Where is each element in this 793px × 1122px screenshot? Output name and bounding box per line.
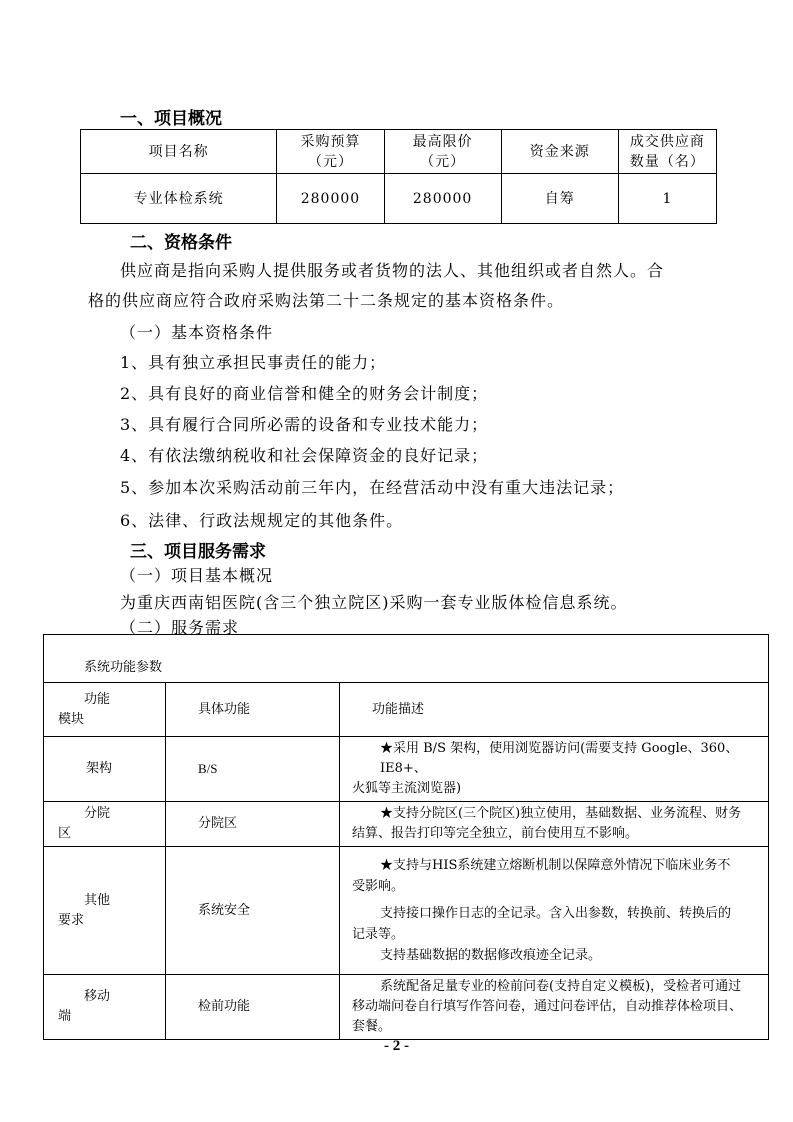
list-item: 1、具有独立承担民事责任的能力； [120,353,387,372]
table-header-row [44,683,769,737]
table-row [44,737,769,802]
cell-max-price: 280000 [384,174,501,224]
header-function: 具体功能 [166,683,340,737]
cell-description: 系统配备足量专业的检前问卷(支持自定义模板)，受检者可通过 移动端问卷自行填写作答问卷，通过问卷评估，自动推荐体检项目、 套餐。 [340,975,769,1040]
list-item: 4、有依法缴纳税收和社会保障资金的良好记录； [120,446,489,465]
header-supplier-count: 成交供应商 数量（名） [618,130,716,174]
header-project-name: 项目名称 [81,130,277,174]
list-item: 3、具有履行合同所必需的设备和专业技术能力； [120,415,489,434]
cell-function: 分院区 [166,802,340,847]
cell-description: ★支持与HIS系统建立熔断机制以保障意外情况下临床业务不 受影响。 支持接口操作日志的全记录。含入出参数，转换前、转换后的 记录等。 支持基础数据的数据修改痕迹全记录。 [340,847,769,975]
sub-heading-service: （二）服务需求 [120,618,240,637]
cell-module: 分院 区 [44,802,166,847]
cell-budget: 280000 [277,174,384,224]
cell-module: 其他 要求 [44,847,166,975]
header-fund-source: 资金来源 [501,130,618,174]
cell-module: 移动 端 [44,975,166,1040]
cell-supplier-count: 1 [618,174,716,224]
intro-line-1: 供应商是指向采购人提供服务或者货物的法人、其他组织或者自然人。合 [120,261,665,280]
cell-description: ★支持分院区(三个院区)独立使用，基础数据、业务流程、财务 结算、报告打印等完全独立，前台使用互不影响。 [340,802,769,847]
list-item: 5、参加本次采购活动前三年内，在经营活动中没有重大违法记录； [120,478,625,497]
list-item: 6、法律、行政法规规定的其他条件。 [120,511,404,530]
table-row [44,975,769,1040]
header-module: 功能 模块 [44,683,166,737]
cell-fund-source: 自筹 [501,174,618,224]
header-max-price: 最高限价 （元） [384,130,501,174]
cell-function: 检前功能 [166,975,340,1040]
function-table [43,634,769,1040]
section-heading-requirements: 三、项目服务需求 [130,542,266,562]
section-heading-qualification: 二、资格条件 [130,233,232,253]
section-heading-overview: 一、项目概况 [120,109,222,129]
budget-table [80,129,717,224]
intro-line-2: 格的供应商应符合政府采购法第二十二条规定的基本资格条件。 [88,291,565,310]
table-row [81,174,717,224]
sub-heading-overview: （一）项目基本概况 [120,566,274,585]
cell-function: B/S [166,737,340,802]
cell-module: 架构 [44,737,166,802]
cell-function: 系统安全 [166,847,340,975]
table-row [44,847,769,975]
page-number: - 2 - [384,1038,409,1054]
sub-heading-basic: （一）基本资格条件 [120,323,274,342]
list-item: 2、具有良好的商业信誉和健全的财务会计制度； [120,384,489,403]
table-row [44,802,769,847]
table-caption: 系统功能参数 [44,635,769,683]
header-budget: 采购预算 （元） [277,130,384,174]
cell-project-name: 专业体检系统 [81,174,277,224]
header-description: 功能描述 [340,683,769,737]
cell-description: ★采用 B/S 架构，使用浏览器访问(需要支持 Google、360、IE8+、 火狐等主流浏览器) [340,737,769,802]
overview-text: 为重庆西南铝医院(含三个独立院区)采购一套专业版体检信息系统。 [120,593,628,612]
